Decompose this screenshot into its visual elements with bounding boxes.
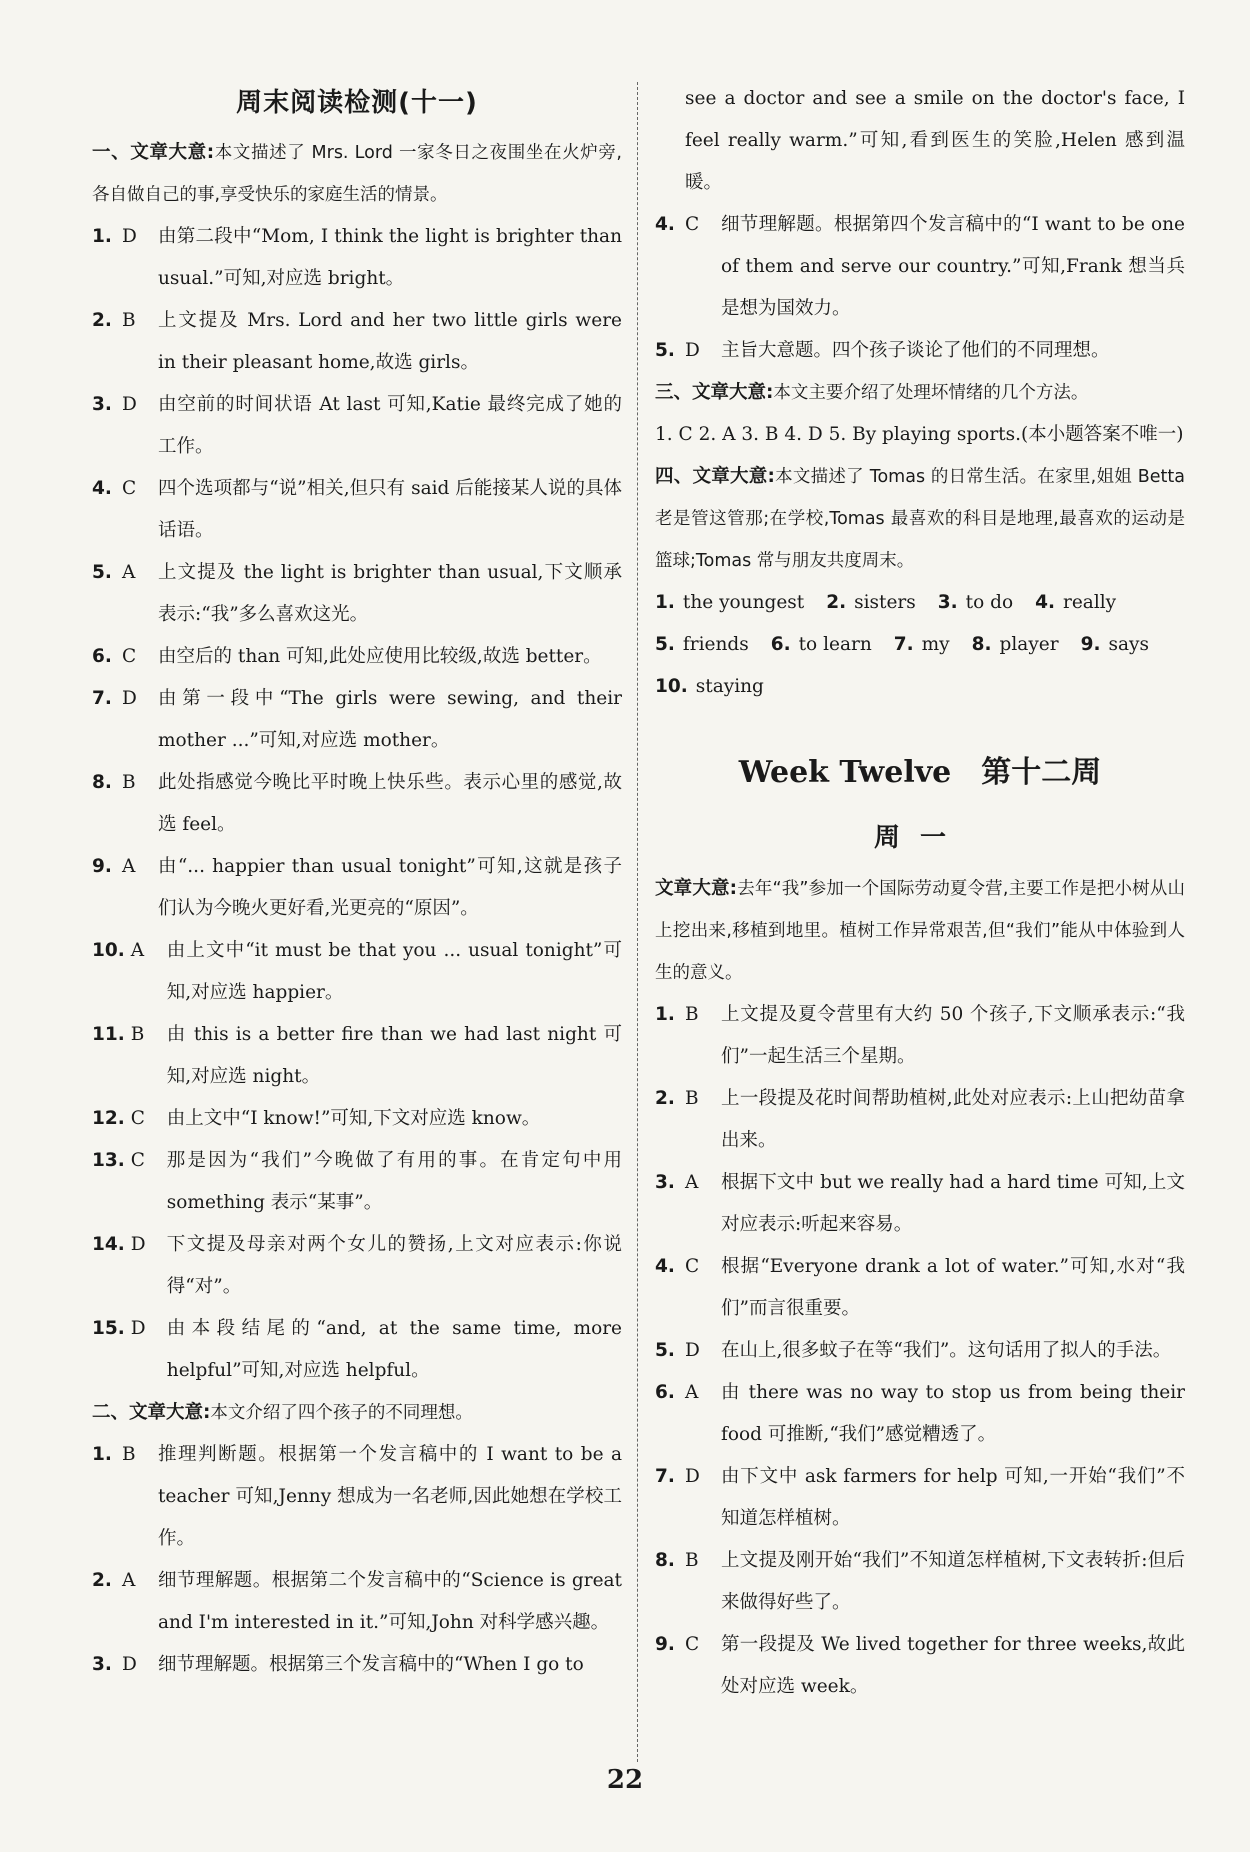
answer-list (655, 994, 1185, 1708)
item-explanation: 推理判断题。根据第一个发言稿中的 I want to be a teacher 可知,Jenny 想成为一名老师,因此她想在学校工作。 (158, 1444, 622, 1549)
answer-item (92, 552, 622, 636)
item-number: 9. (655, 1634, 675, 1655)
answer-item (655, 1456, 1185, 1540)
item-explanation: 上文提及刚开始“我们”不知道怎样植树,下文表转折:但后来做得好些了。 (721, 1550, 1185, 1613)
item-number: 3. (92, 394, 112, 415)
answer-item (92, 384, 622, 468)
item-answer: friends (682, 634, 749, 655)
answer-item (92, 1098, 622, 1140)
item-answer: to learn (798, 634, 872, 655)
summary-heading: 二、文章大意: (92, 1402, 211, 1423)
item-number: 4. (655, 214, 675, 235)
item-answer: D (130, 1318, 146, 1339)
item-answer: B (122, 1444, 136, 1465)
section-summary (92, 132, 622, 216)
item-explanation: 根据“Everyone drank a lot of water.”可知,水对“我们”而言很重要。 (721, 1256, 1185, 1319)
item-explanation: 由“... happier than usual tonight”可知,这就是孩子们认为今晚火更好看,光更亮的“原因”。 (158, 856, 622, 919)
item-answer: B (685, 1088, 699, 1109)
summary-body: 去年“我”参加一个国际劳动夏令营,主要工作是把小树从山上挖出来,移植到地里。植树工作异常艰苦,但“我们”能从中体验到人生的意义。 (655, 879, 1185, 983)
answer-item (92, 468, 622, 552)
item-number: 2. (92, 310, 112, 331)
item-number: 3. (92, 1654, 112, 1675)
answer-item (655, 1372, 1185, 1456)
item-explanation: 四个选项都与“说”相关,但只有 said 后能接某人说的具体话语。 (158, 478, 622, 541)
item-number: 10. (92, 940, 125, 961)
section-summary (655, 456, 1185, 582)
item-explanation: 由 there was no way to stop us from being their food 可推断,“我们”感觉糟透了。 (721, 1382, 1185, 1445)
item-explanation: 上文提及 Mrs. Lord and her two little girls were in their pleasant home,故选 girls。 (158, 310, 622, 373)
item-number: 2. (655, 1088, 675, 1109)
item-number: 3. (655, 1172, 675, 1193)
item-answer: D (685, 1466, 700, 1487)
item-number: 5. (92, 562, 112, 583)
continued-text: see a doctor and see a smile on the doctor's face, I feel really warm.”可知,看到医生的笑脸,Helen 感到温暖。 (685, 88, 1185, 193)
item-explanation: 细节理解题。根据第二个发言稿中的“Science is great and I'm interested in it.”可知,John 对科学感兴趣。 (158, 1570, 622, 1633)
section-summary (655, 868, 1185, 994)
item-explanation: 第一段提及 We lived together for three weeks,故此处对应选 week。 (721, 1634, 1185, 1697)
item-explanation: 上文提及夏令营里有大约 50 个孩子,下文顺承表示:“我们”一起生活三个星期。 (721, 1004, 1185, 1067)
answer-list (655, 204, 1185, 372)
item-answer: C (122, 646, 137, 667)
fill-in-row (655, 666, 1185, 708)
item-answer: C (130, 1150, 145, 1171)
item-number: 2. (92, 1570, 112, 1591)
fill-in-row (655, 582, 1185, 624)
day-title: 周一 (873, 823, 966, 853)
section-title: 周末阅读检测(十一) (236, 88, 478, 118)
item-answer: D (685, 1340, 700, 1361)
answer-item (655, 1330, 1185, 1372)
summary-heading: 文章大意: (655, 878, 738, 899)
summary-heading: 四、文章大意: (655, 466, 775, 487)
item-number: 13. (92, 1150, 125, 1171)
item-number: 9. (1080, 634, 1101, 655)
item-answer: D (122, 688, 137, 709)
item-answer: A (685, 1172, 699, 1193)
item-answer: the youngest (682, 592, 805, 613)
item-explanation: 下文提及母亲对两个女儿的赞扬,上文对应表示:你说得“对”。 (166, 1234, 622, 1297)
column-divider (637, 82, 638, 1762)
item-answer: staying (695, 676, 764, 697)
item-number: 9. (92, 856, 112, 877)
item-number: 8. (92, 772, 112, 793)
item-number: 12. (92, 1108, 125, 1129)
item-answer: D (685, 340, 700, 361)
item-answer: C (685, 1634, 700, 1655)
item-answer: player (999, 634, 1059, 655)
item-explanation: 由空前的时间状语 At last 可知,Katie 最终完成了她的工作。 (158, 394, 622, 457)
item-answer: A (122, 562, 136, 583)
answer-item (92, 216, 622, 300)
item-number: 4. (655, 1256, 675, 1277)
item-number: 1. (92, 1444, 112, 1465)
item-number: 5. (655, 634, 675, 655)
item-answer: A (122, 856, 136, 877)
item-number: 8. (655, 1550, 675, 1571)
item-explanation: 由第二段中“Mom, I think the light is brighter than usual.”可知,对应选 bright。 (158, 226, 622, 289)
summary-body: 本文描述了 Mrs. Lord 一家冬日之夜围坐在火炉旁,各自做自己的事,享受快乐的家庭生活的情景。 (92, 143, 622, 205)
item-answer: A (130, 940, 145, 961)
item-answer: D (130, 1234, 146, 1255)
item-answer: B (122, 310, 136, 331)
answer-item (92, 678, 622, 762)
page-number: 22 (606, 1765, 644, 1795)
item-answer: B (130, 1024, 145, 1045)
item-explanation: 由下文中 ask farmers for help 可知,一开始“我们”不知道怎样植树。 (721, 1466, 1185, 1529)
item-number: 2. (826, 592, 847, 613)
item-explanation: 由上文中“I know!”可知,下文对应选 know。 (166, 1108, 541, 1129)
item-number: 11. (92, 1024, 125, 1045)
item-answer: D (122, 1654, 137, 1675)
item-explanation: 在山上,很多蚊子在等“我们”。这句话用了拟人的手法。 (721, 1340, 1172, 1361)
item-number: 4. (92, 478, 112, 499)
item-number: 6. (655, 1382, 675, 1403)
answer-item (655, 204, 1185, 330)
item-explanation: 细节理解题。根据第四个发言稿中的“I want to be one of them and serve our country.”可知,Frank 想当兵是想为国效力。 (721, 214, 1185, 319)
answer-item (655, 1246, 1185, 1330)
answer-item (655, 1540, 1185, 1624)
item-number: 6. (92, 646, 112, 667)
item-answer: B (685, 1550, 699, 1571)
right-column (655, 78, 1185, 1708)
item-answer: D (122, 394, 137, 415)
item-number: 15. (92, 1318, 125, 1339)
summary-body: 本文主要介绍了处理坏情绪的几个方法。 (773, 383, 1089, 403)
answer-item (92, 846, 622, 930)
item-number: 8. (971, 634, 992, 655)
item-answer: sisters (854, 592, 916, 613)
answer-item (92, 1140, 622, 1224)
item-number: 7. (92, 688, 112, 709)
section-summary (92, 1392, 622, 1434)
fill-in-row (655, 624, 1185, 666)
item-number: 4. (1035, 592, 1056, 613)
item-number: 7. (893, 634, 914, 655)
summary-heading: 三、文章大意: (655, 382, 774, 403)
item-explanation: 上文提及 the light is brighter than usual,下文顺承表示:“我”多么喜欢这光。 (158, 562, 622, 625)
answer-item (655, 994, 1185, 1078)
item-answer: B (122, 772, 136, 793)
answer-item (92, 1434, 622, 1560)
item-answer: B (685, 1004, 699, 1025)
item-answer: C (685, 1256, 700, 1277)
item-explanation: 由第一段中“The girls were sewing, and their mother ...”可知,对应选 mother。 (158, 688, 622, 751)
item-answer: A (685, 1382, 699, 1403)
item-number: 1. (92, 226, 112, 247)
answer-list (92, 216, 622, 1392)
item-explanation: 根据下文中 but we really had a hard time 可知,上文对应表示:听起来容易。 (721, 1172, 1185, 1235)
item-answer: says (1108, 634, 1149, 655)
fill-in-answers (655, 582, 1185, 708)
item-answer: C (685, 214, 700, 235)
week-title: Week Twelve 第十二周 (738, 755, 1102, 790)
answer-item (655, 330, 1185, 372)
answer-item (92, 1560, 622, 1644)
item-explanation: 由 this is a better fire than we had last night 可知,对应选 night。 (166, 1024, 622, 1087)
item-number: 5. (655, 1340, 675, 1361)
item-answer: D (122, 226, 137, 247)
answer-item (92, 300, 622, 384)
item-explanation: 主旨大意题。四个孩子谈论了他们的不同理想。 (721, 340, 1110, 361)
item-explanation: 由空后的 than 可知,此处应使用比较级,故选 better。 (158, 646, 602, 667)
summary-heading: 一、文章大意: (92, 142, 215, 163)
answer-item (92, 930, 622, 1014)
item-number: 1. (655, 1004, 675, 1025)
item-explanation: 上一段提及花时间帮助植树,此处对应表示:上山把幼苗拿出来。 (721, 1088, 1185, 1151)
answer-item (92, 1644, 622, 1686)
item-explanation: 那是因为“我们”今晚做了有用的事。在肯定句中用 something 表示“某事”。 (166, 1150, 622, 1213)
item-answer: my (921, 634, 950, 655)
item-answer: A (122, 1570, 136, 1591)
answer-item (92, 1014, 622, 1098)
item-answer: really (1063, 592, 1117, 613)
item-answer: C (122, 478, 137, 499)
item-number: 6. (770, 634, 791, 655)
summary-body: 本文介绍了四个孩子的不同理想。 (210, 1403, 473, 1423)
answer-item (92, 1224, 622, 1308)
item-explanation: 细节理解题。根据第三个发言稿中的“When I go to (158, 1654, 584, 1675)
short-answers: 1. C 2. A 3. B 4. D 5. By playing sports.(本小题答案不唯一) (655, 424, 1184, 445)
item-number: 10. (655, 676, 688, 697)
left-column (92, 78, 622, 1686)
item-number: 14. (92, 1234, 125, 1255)
summary-body: 本文描述了 Tomas 的日常生活。在家里,姐姐 Betta 老是管这管那;在学校,Tomas 最喜欢的科目是地理,最喜欢的运动是篮球;Tomas 常与朋友共度周末。 (655, 467, 1186, 571)
section-summary (655, 372, 1185, 414)
item-number: 3. (937, 592, 958, 613)
item-explanation: 由上文中“it must be that you ... usual tonight”可知,对应选 happier。 (166, 940, 622, 1003)
item-answer: C (130, 1108, 145, 1129)
item-explanation: 由本段结尾的“and, at the same time, more helpful”可知,对应选 helpful。 (166, 1318, 622, 1381)
answer-item (92, 636, 622, 678)
item-number: 5. (655, 340, 675, 361)
item-answer: to do (965, 592, 1014, 613)
answer-item (655, 1162, 1185, 1246)
item-number: 1. (655, 592, 675, 613)
answer-item (92, 762, 622, 846)
answer-item (655, 1624, 1185, 1708)
answer-item (92, 1308, 622, 1392)
item-explanation: 此处指感觉今晚比平时晚上快乐些。表示心里的感觉,故选 feel。 (158, 772, 622, 835)
item-number: 7. (655, 1466, 675, 1487)
answer-item (655, 1078, 1185, 1162)
answer-list (92, 1434, 622, 1686)
